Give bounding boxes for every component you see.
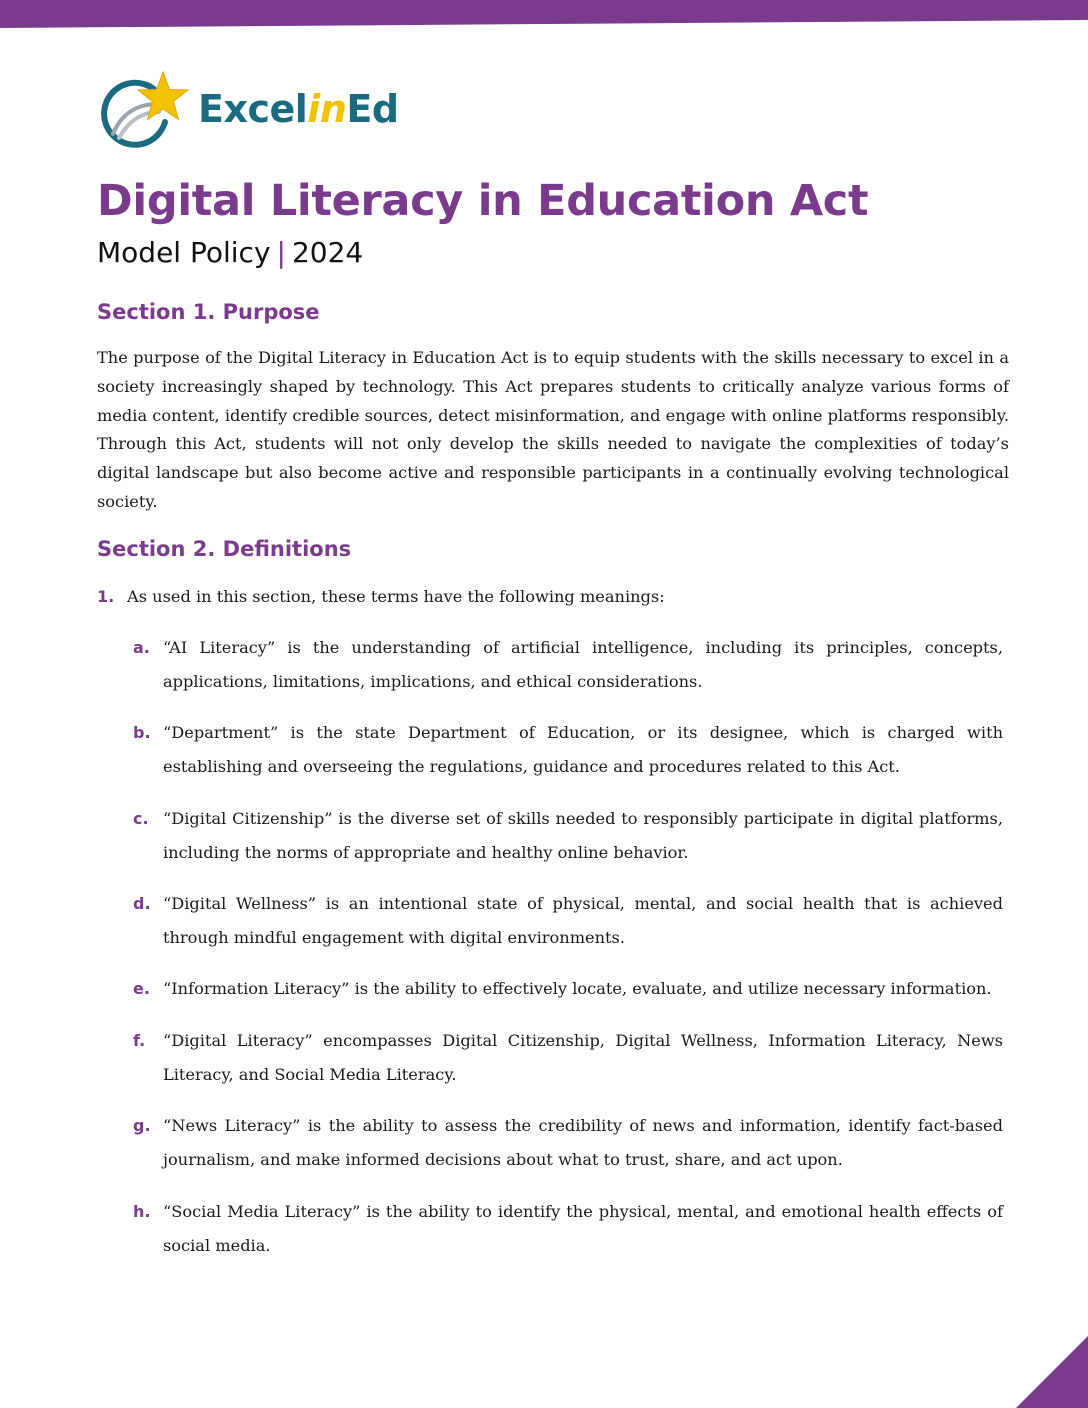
definition-text: “Digital Citizenship” is the diverse set of skills needed to responsibly participate in digital platforms, including the norms of appropriate and healthy online behavior. [163,809,1003,862]
definition-marker: h. [133,1202,151,1221]
section-2-heading: Section 2. Definitions [97,537,352,561]
logo-wordmark [198,87,399,131]
definition-marker: g. [133,1116,151,1135]
subtitle-year: 2024 [291,236,364,269]
definition-text: “AI Literacy” is the understanding of artificial intelligence, including its principles, concepts, applications, limitations, implications, and ethical considerations. [163,638,1003,691]
definition-marker: a. [133,638,150,657]
definition-text: “Digital Wellness” is an intentional state of physical, mental, and social health that is achieved through mindful engagement with digital environments. [163,894,1003,947]
star-swoosh-icon [97,70,197,152]
definition-marker: b. [133,723,151,742]
corner-triangle [1016,1336,1088,1408]
definition-text: “News Literacy” is the ability to assess the credibility of news and information, identify fact-based journalism, and make informed decisions about what to trust, share, and act upon. [163,1116,1003,1169]
subtitle-separator: | [276,236,286,269]
list-marker: 1. [97,587,115,606]
definition-marker: e. [133,979,150,998]
top-band [0,0,1088,28]
document-title: Digital Literacy in Education Act [97,176,869,226]
definition-text: “Digital Literacy” encompasses Digital Citizenship, Digital Wellness, Information Literacy, News Literacy, and Social Media Literacy. [163,1031,1003,1084]
definition-marker: d. [133,894,151,913]
definition-marker: f. [133,1031,146,1050]
definition-text: “Information Literacy” is the ability to effectively locate, evaluate, and utilize necessary information. [163,979,992,998]
logo-word-excel: Excel [198,87,308,131]
logo-word-ed: Ed [346,87,399,131]
subtitle-label: Model Policy [97,236,271,269]
definition-text: “Social Media Literacy” is the ability to identify the physical, mental, and emotional health effects of social media. [163,1202,1003,1255]
excelined-logo [97,70,417,152]
document-subtitle [97,236,363,270]
definition-text: “Department” is the state Department of Education, or its designee, which is charged with establishing and overseeing the regulations, guidance and procedures related to this Act. [163,723,1003,776]
definition-marker: c. [133,809,149,828]
section-1-heading: Section 1. Purpose [97,300,320,324]
list-intro: As used in this section, these terms have the following meanings: [127,587,665,606]
section-1-paragraph: The purpose of the Digital Literacy in Education Act is to equip students with the skills necessary to excel in a society increasingly shaped by technology. This Act prepares students to critically analyze various forms of media content, identify credible sources, detect misinformation, and engage with online platforms responsibly. Through this Act, students will not only develop the skills needed to navigate the complexities of today’s digital landscape but also become active and responsible participants in a continually evolving technological society. [97,348,1009,511]
logo-word-in: in [307,87,347,131]
